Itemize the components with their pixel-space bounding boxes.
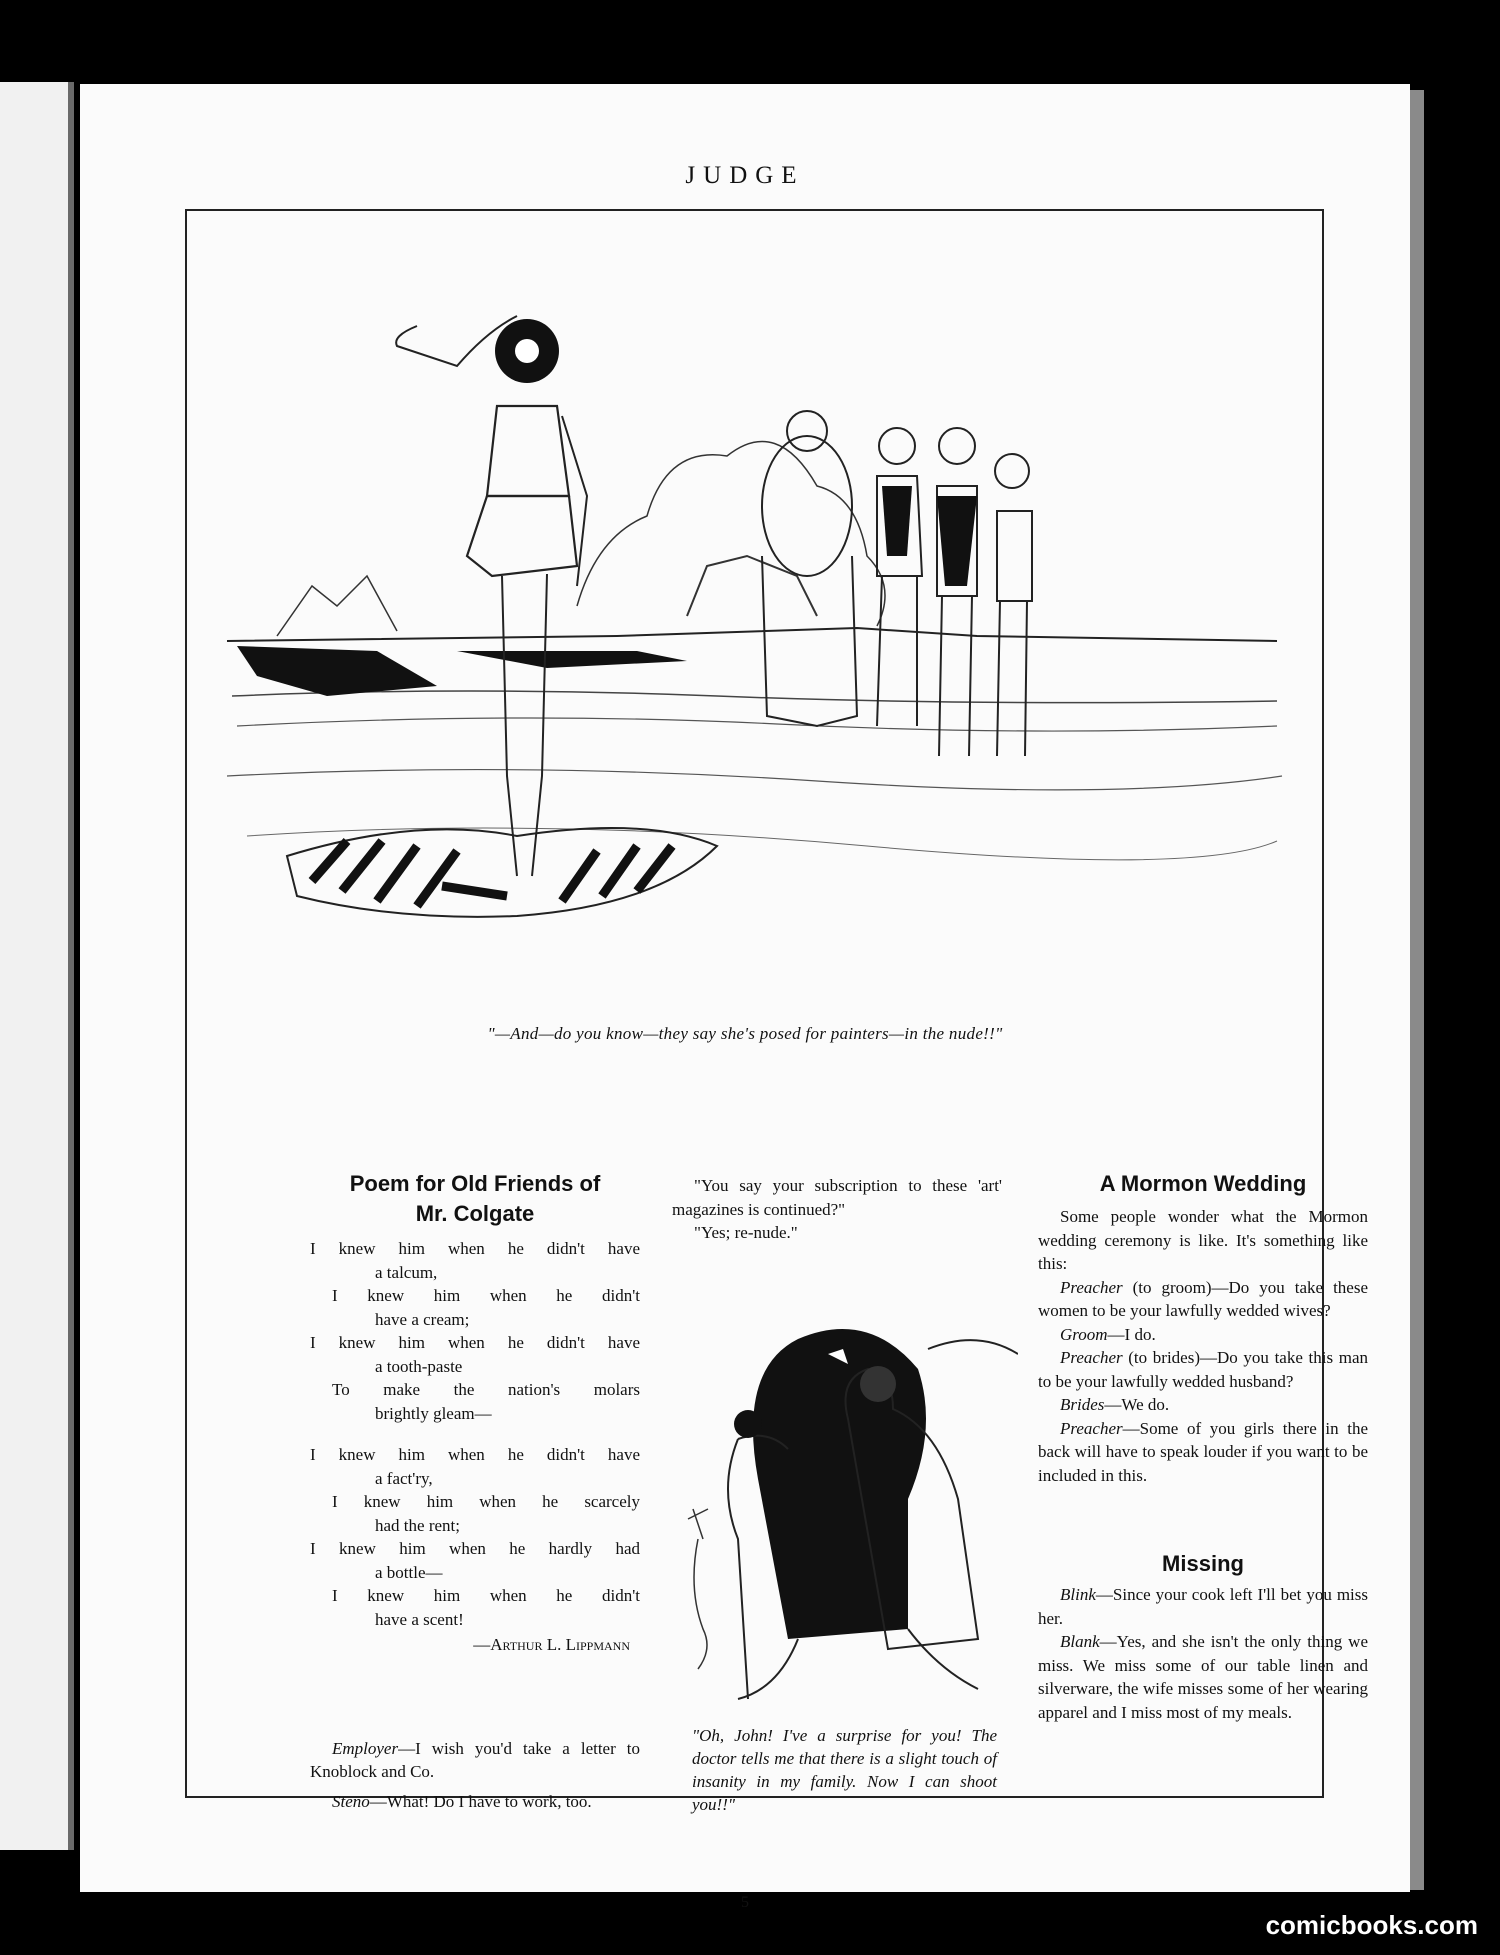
poem-author: —Arthur L. Lippmann: [473, 1635, 630, 1654]
magazine-page: [80, 84, 1410, 1911]
poem-line: brightly gleam—: [375, 1403, 492, 1423]
poem-title-line1: Poem for Old Friends of: [349, 1171, 601, 1196]
speaker-steno: Steno: [332, 1791, 370, 1811]
poem-line: I knew him when he scarcely: [332, 1492, 640, 1511]
joke-line: "You say your subscription to these 'art' magazines is continued?": [672, 1176, 1002, 1219]
poem-line: a bottle—: [375, 1562, 443, 1582]
speaker-preacher: Preacher: [1060, 1418, 1123, 1438]
poem-line: To make the nation's molars: [332, 1380, 640, 1399]
main-cartoon-caption: "—And—do you know—they say she's posed for painters—in the nude!!": [487, 1024, 1003, 1043]
site-watermark: comicbooks.com: [1265, 1910, 1478, 1940]
dialogue-line: [1038, 1393, 1368, 1417]
poem-line: a talcum,: [375, 1262, 438, 1282]
dialogue-text: —Some of you girls there in the back will have to speak louder if you want to be included in this.: [1038, 1418, 1368, 1485]
speaker-preacher: Preacher: [1060, 1348, 1123, 1367]
joke-line: —What! Do I have to work, too.: [369, 1791, 592, 1811]
poem-line: have a cream;: [375, 1309, 470, 1329]
mormon-title: A Mormon Wedding: [1099, 1171, 1307, 1196]
poem-title-line2: Mr. Colgate: [415, 1201, 535, 1226]
dialogue-line: [1038, 1583, 1368, 1630]
joke-line: —I wish you'd take a letter to Knoblock and Co.: [310, 1738, 640, 1781]
poem-verse: [310, 1237, 640, 1425]
poem-line: I knew him when he didn't have: [310, 1445, 640, 1464]
speaker-blank: Blank: [1060, 1632, 1100, 1651]
mormon-wedding-column: [1038, 1169, 1368, 1724]
poem-line: I knew him when he didn't have: [310, 1333, 640, 1352]
poem-line: have a scent!: [375, 1609, 464, 1629]
poem-line: I knew him when he didn't have: [310, 1239, 640, 1258]
poem-title: [310, 1169, 640, 1229]
page-number: 5: [741, 1894, 749, 1911]
dialogue-text: —Yes, and she isn't the only thing we miss. We miss some of our table linen and silverware, the wife misses some of her wearing apparel and I miss most of my meals.: [1038, 1632, 1368, 1722]
dialogue-text: —I do.: [1107, 1324, 1156, 1344]
small-cartoon-caption: "Oh, John! I've a surprise for you! The doctor tells me that there is a slight touch of insanity in my family. Now I can shoot you!!": [692, 1726, 997, 1814]
dialogue-text: —Since your cook left I'll bet you miss her.: [1038, 1585, 1368, 1628]
facing-page-edge: [0, 82, 74, 1850]
dialogue-text: —We do.: [1104, 1395, 1170, 1414]
poem-line: I knew him when he hardly had: [310, 1539, 640, 1558]
speaker-brides: Brides: [1060, 1395, 1105, 1414]
speaker-blink: Blink: [1060, 1585, 1096, 1604]
subscription-joke: [672, 1174, 1002, 1245]
poem-line: I knew him when he didn't: [332, 1586, 640, 1605]
dialogue-line: [1038, 1323, 1368, 1347]
speaker-preacher: Preacher: [1060, 1277, 1123, 1297]
joke-line: "Yes; re-nude.": [694, 1223, 798, 1242]
couple-cartoon-illustration: [678, 1309, 1018, 1709]
mormon-intro: Some people wonder what the Mormon wedding ceremony is like. It's something like this:: [1038, 1207, 1368, 1273]
poem-line: I knew him when he didn't: [332, 1286, 640, 1305]
running-head: JUDGE: [685, 162, 805, 189]
poem-line: had the rent;: [375, 1515, 460, 1535]
dialogue-text: (to brides)—Do you take this man to be your lawfully wedded husband?: [1038, 1348, 1368, 1391]
beach-cartoon-illustration: [217, 256, 1292, 946]
page-edge-shadow: [1410, 90, 1424, 1890]
employer-joke: [310, 1737, 640, 1814]
poem-line: a tooth-paste: [375, 1356, 463, 1376]
speaker-groom: Groom: [1060, 1324, 1108, 1344]
dialogue-line: [1038, 1417, 1368, 1488]
missing-title: Missing: [1162, 1551, 1244, 1576]
speaker-employer: Employer: [332, 1738, 399, 1758]
poem-verse: [310, 1443, 640, 1631]
dialogue-line: [1038, 1276, 1368, 1323]
poem-column: [310, 1169, 640, 1813]
poem-line: a fact'ry,: [375, 1468, 433, 1488]
dialogue-line: [1038, 1630, 1368, 1724]
dialogue-text: (to groom)—Do you take these women to be your lawfully wedded wives?: [1038, 1277, 1368, 1320]
dialogue-line: [1038, 1346, 1368, 1393]
